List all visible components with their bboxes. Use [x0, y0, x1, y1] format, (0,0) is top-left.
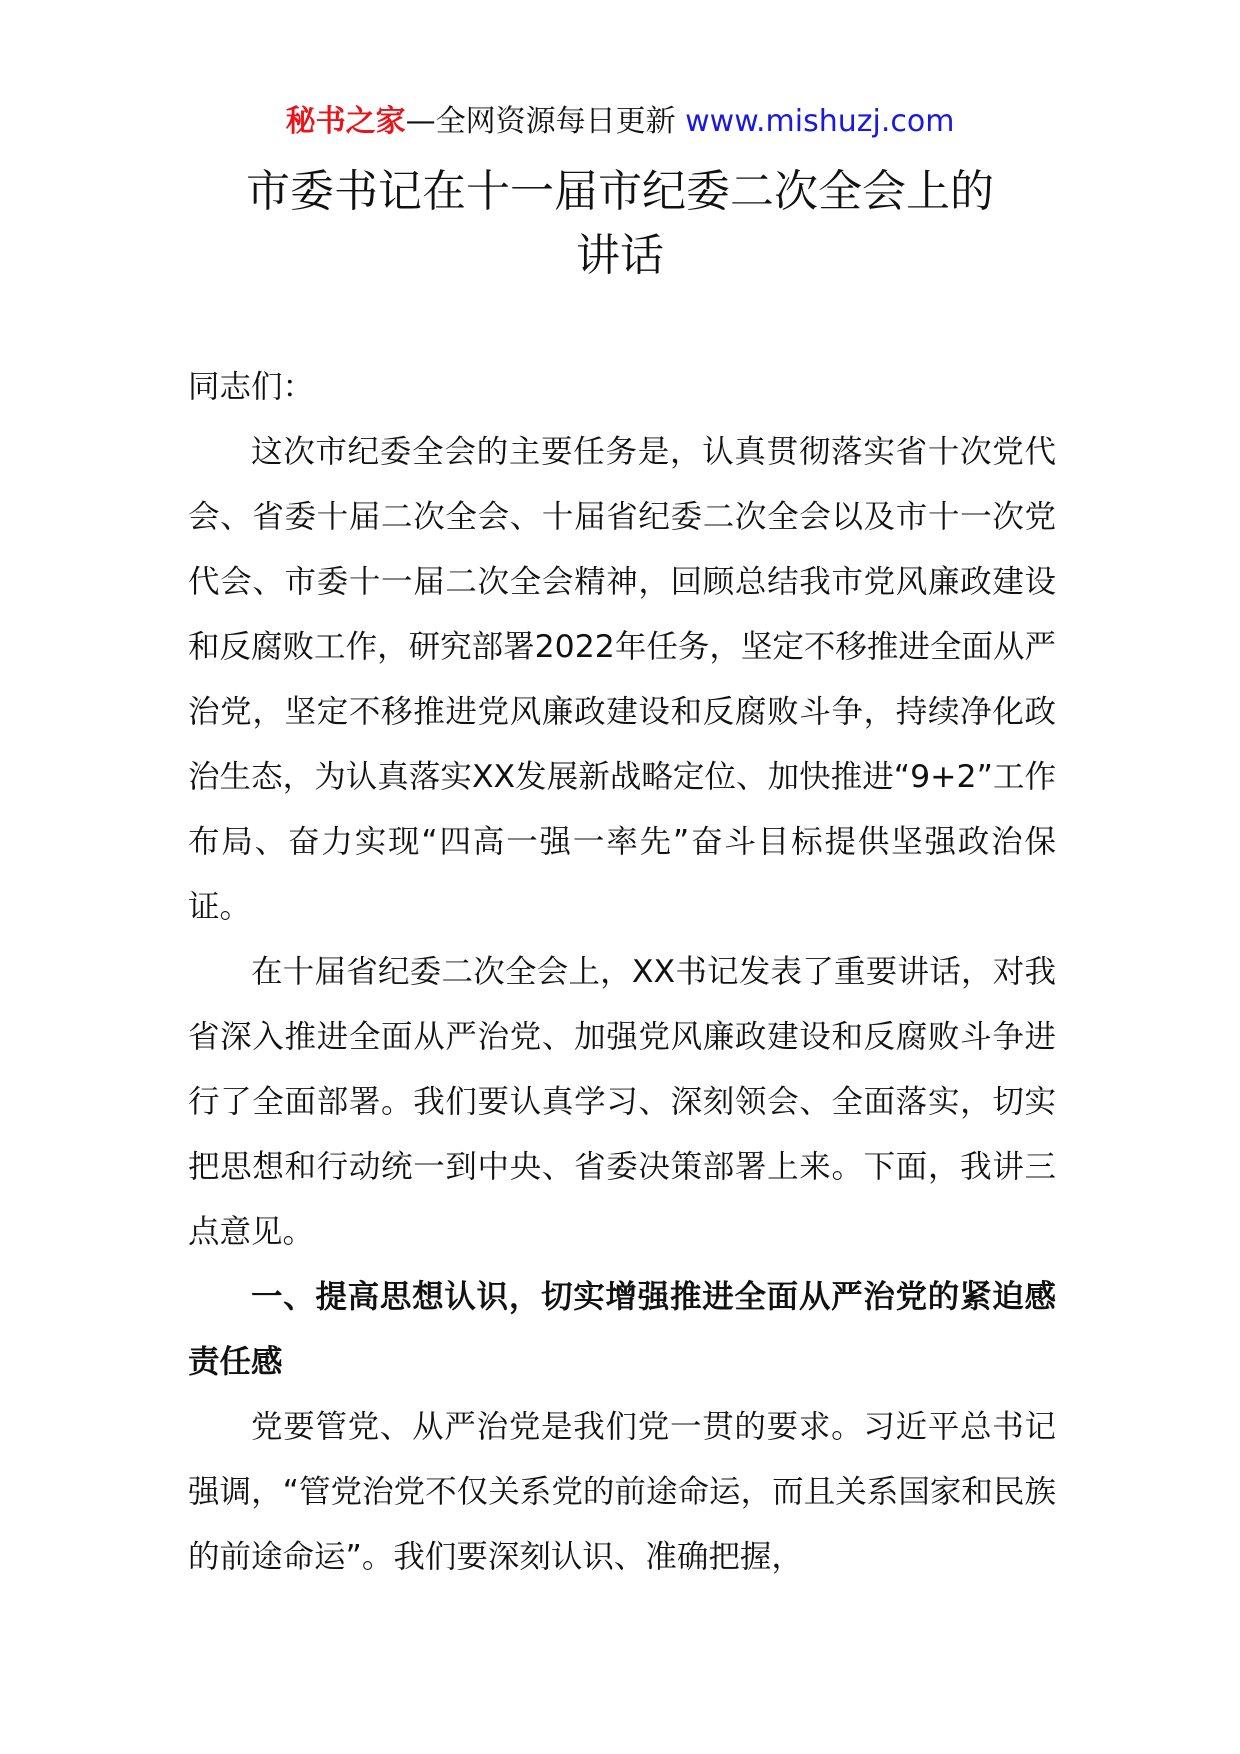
document-title-line-1: 市委书记在十一届市纪委二次全会上的 — [246, 166, 994, 217]
section-heading-1: 一、提高思想认识，切实增强推进全面从严治党的紧迫感责任感 — [188, 1279, 1056, 1380]
document-body — [188, 355, 1056, 1590]
paragraph-3: 党要管党、从严治党是我们党一贯的要求。习近平总书记强调，“管党治党不仅关系党的前途命运，而且关系国家和民族的前途命运”。我们要深刻认识、准确把握， — [188, 1409, 1056, 1575]
site-brand: 秘书之家 — [285, 104, 406, 139]
paragraph-2: 在十届省纪委二次全会上，XX书记发表了重要讲话，对我省深入推进全面从严治党、加强党风廉政建设和反腐败斗争进行了全面部署。我们要认真学习、深刻领会、全面落实，切实把思想和行动统一到中央、省委决策部署上来。下面，我讲三点意见。 — [188, 954, 1056, 1250]
site-slogan: —全网资源每日更新 — [405, 104, 686, 139]
document-title — [0, 160, 1240, 288]
salutation: 同志们： — [188, 369, 315, 405]
site-url-link[interactable]: www.mishuzj.com — [685, 104, 955, 139]
paragraph-1: 这次市纪委全会的主要任务是，认真贯彻落实省十次党代会、省委十届二次全会、十届省纪委二次全会以及市十一次党代会、市委十一届二次全会精神，回顾总结我市党风廉政建设和反腐败工作，研究部署2022年任务，坚定不移推进全面从严治党，坚定不移推进党风廉政建设和反腐败斗争，持续净化政治生态，为认真落实XX发展新战略定位、加快推进“9+2”工作布局、奋力实现“四高一强一率先”奋斗目标提供坚强政治保证。 — [188, 434, 1056, 925]
document-title-line-2: 讲话 — [576, 230, 664, 281]
site-header — [0, 102, 1240, 142]
